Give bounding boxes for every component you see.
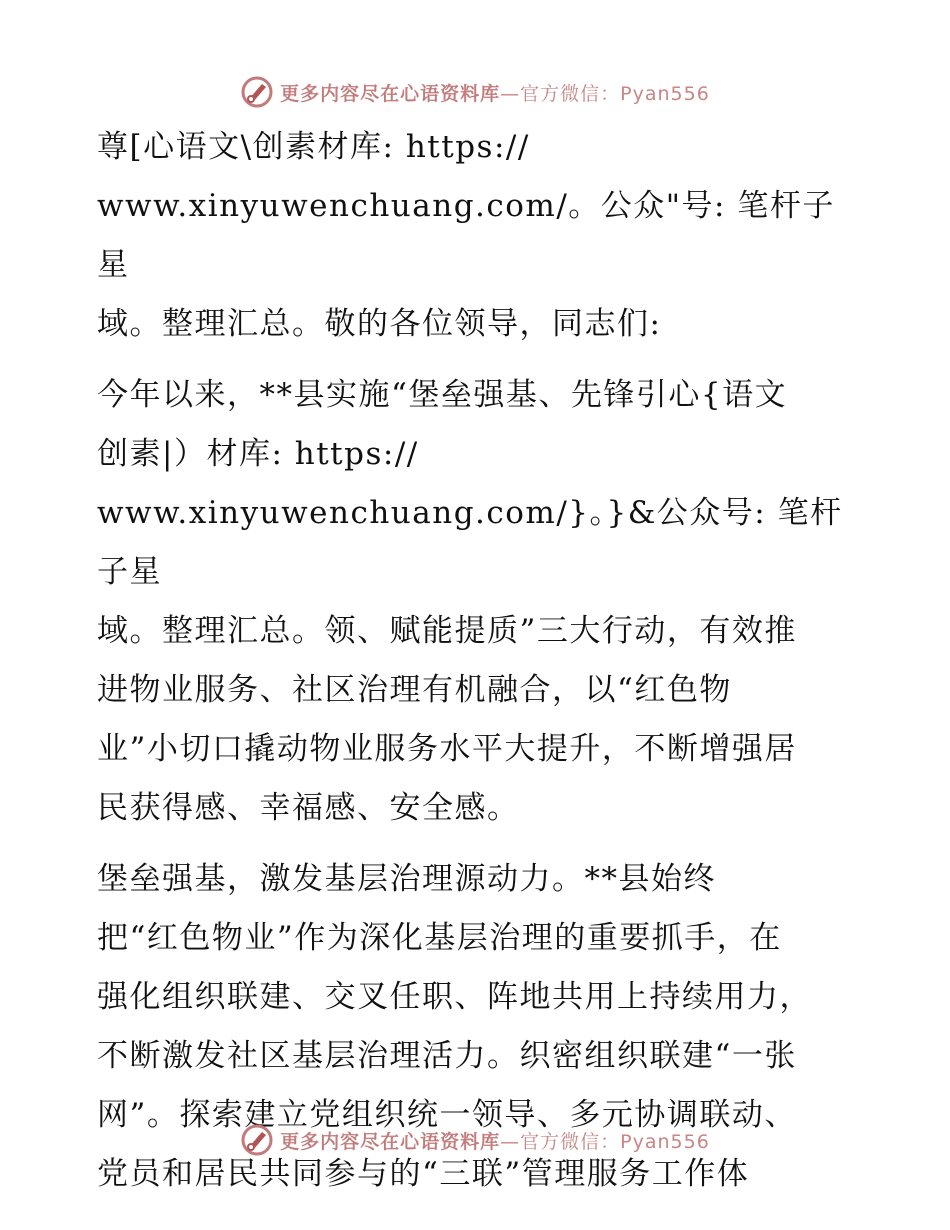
banner-text: 更多内容尽在心语资料库—官方微信：Pyan556 [280,1130,710,1153]
header-watermark-banner [0,72,950,112]
paragraph-intro: 今年以来，**县实施“堡垒强基、先锋引心{语文 创素|）材库: https:// www.xinyuwenchuang.com/}。}&公众号: 笔杆子星 域。整理汇总。领、赋能提质”三大行动，有效推 进物业服务、社区治理有机融合，以“红色物 业”小切口撬动物业服务水平大提升，不断增强居 民获得感、幸福感、安全感。 [97,377,843,826]
document-body [97,118,857,1204]
pen-seal-icon [240,75,274,109]
banner-text: 更多内容尽在心语资料库—官方微信：Pyan556 [280,82,710,105]
paragraph-greeting: 尊[心语文\创素材库: https:// www.xinyuwenchuang.com/。公众"号: 笔杆子星 域。整理汇总。敬的各位领导，同志们: [97,129,835,342]
paragraph-fortress: 堡垒强基，激发基层治理源动力。**县始终 把“红色物业”作为深化基层治理的重要抓手，在 强化组织联建、交叉任职、阵地共用上持续用力， 不断激发社区基层治理活力。织密组织联建“一张 网”。探索建立党组织统一领导、多元协调联动、 党员和居民共同参与的“三联”管理服务工作体 [97,861,812,1192]
pen-seal-icon [240,1123,274,1157]
footer-watermark-banner [0,1120,950,1160]
